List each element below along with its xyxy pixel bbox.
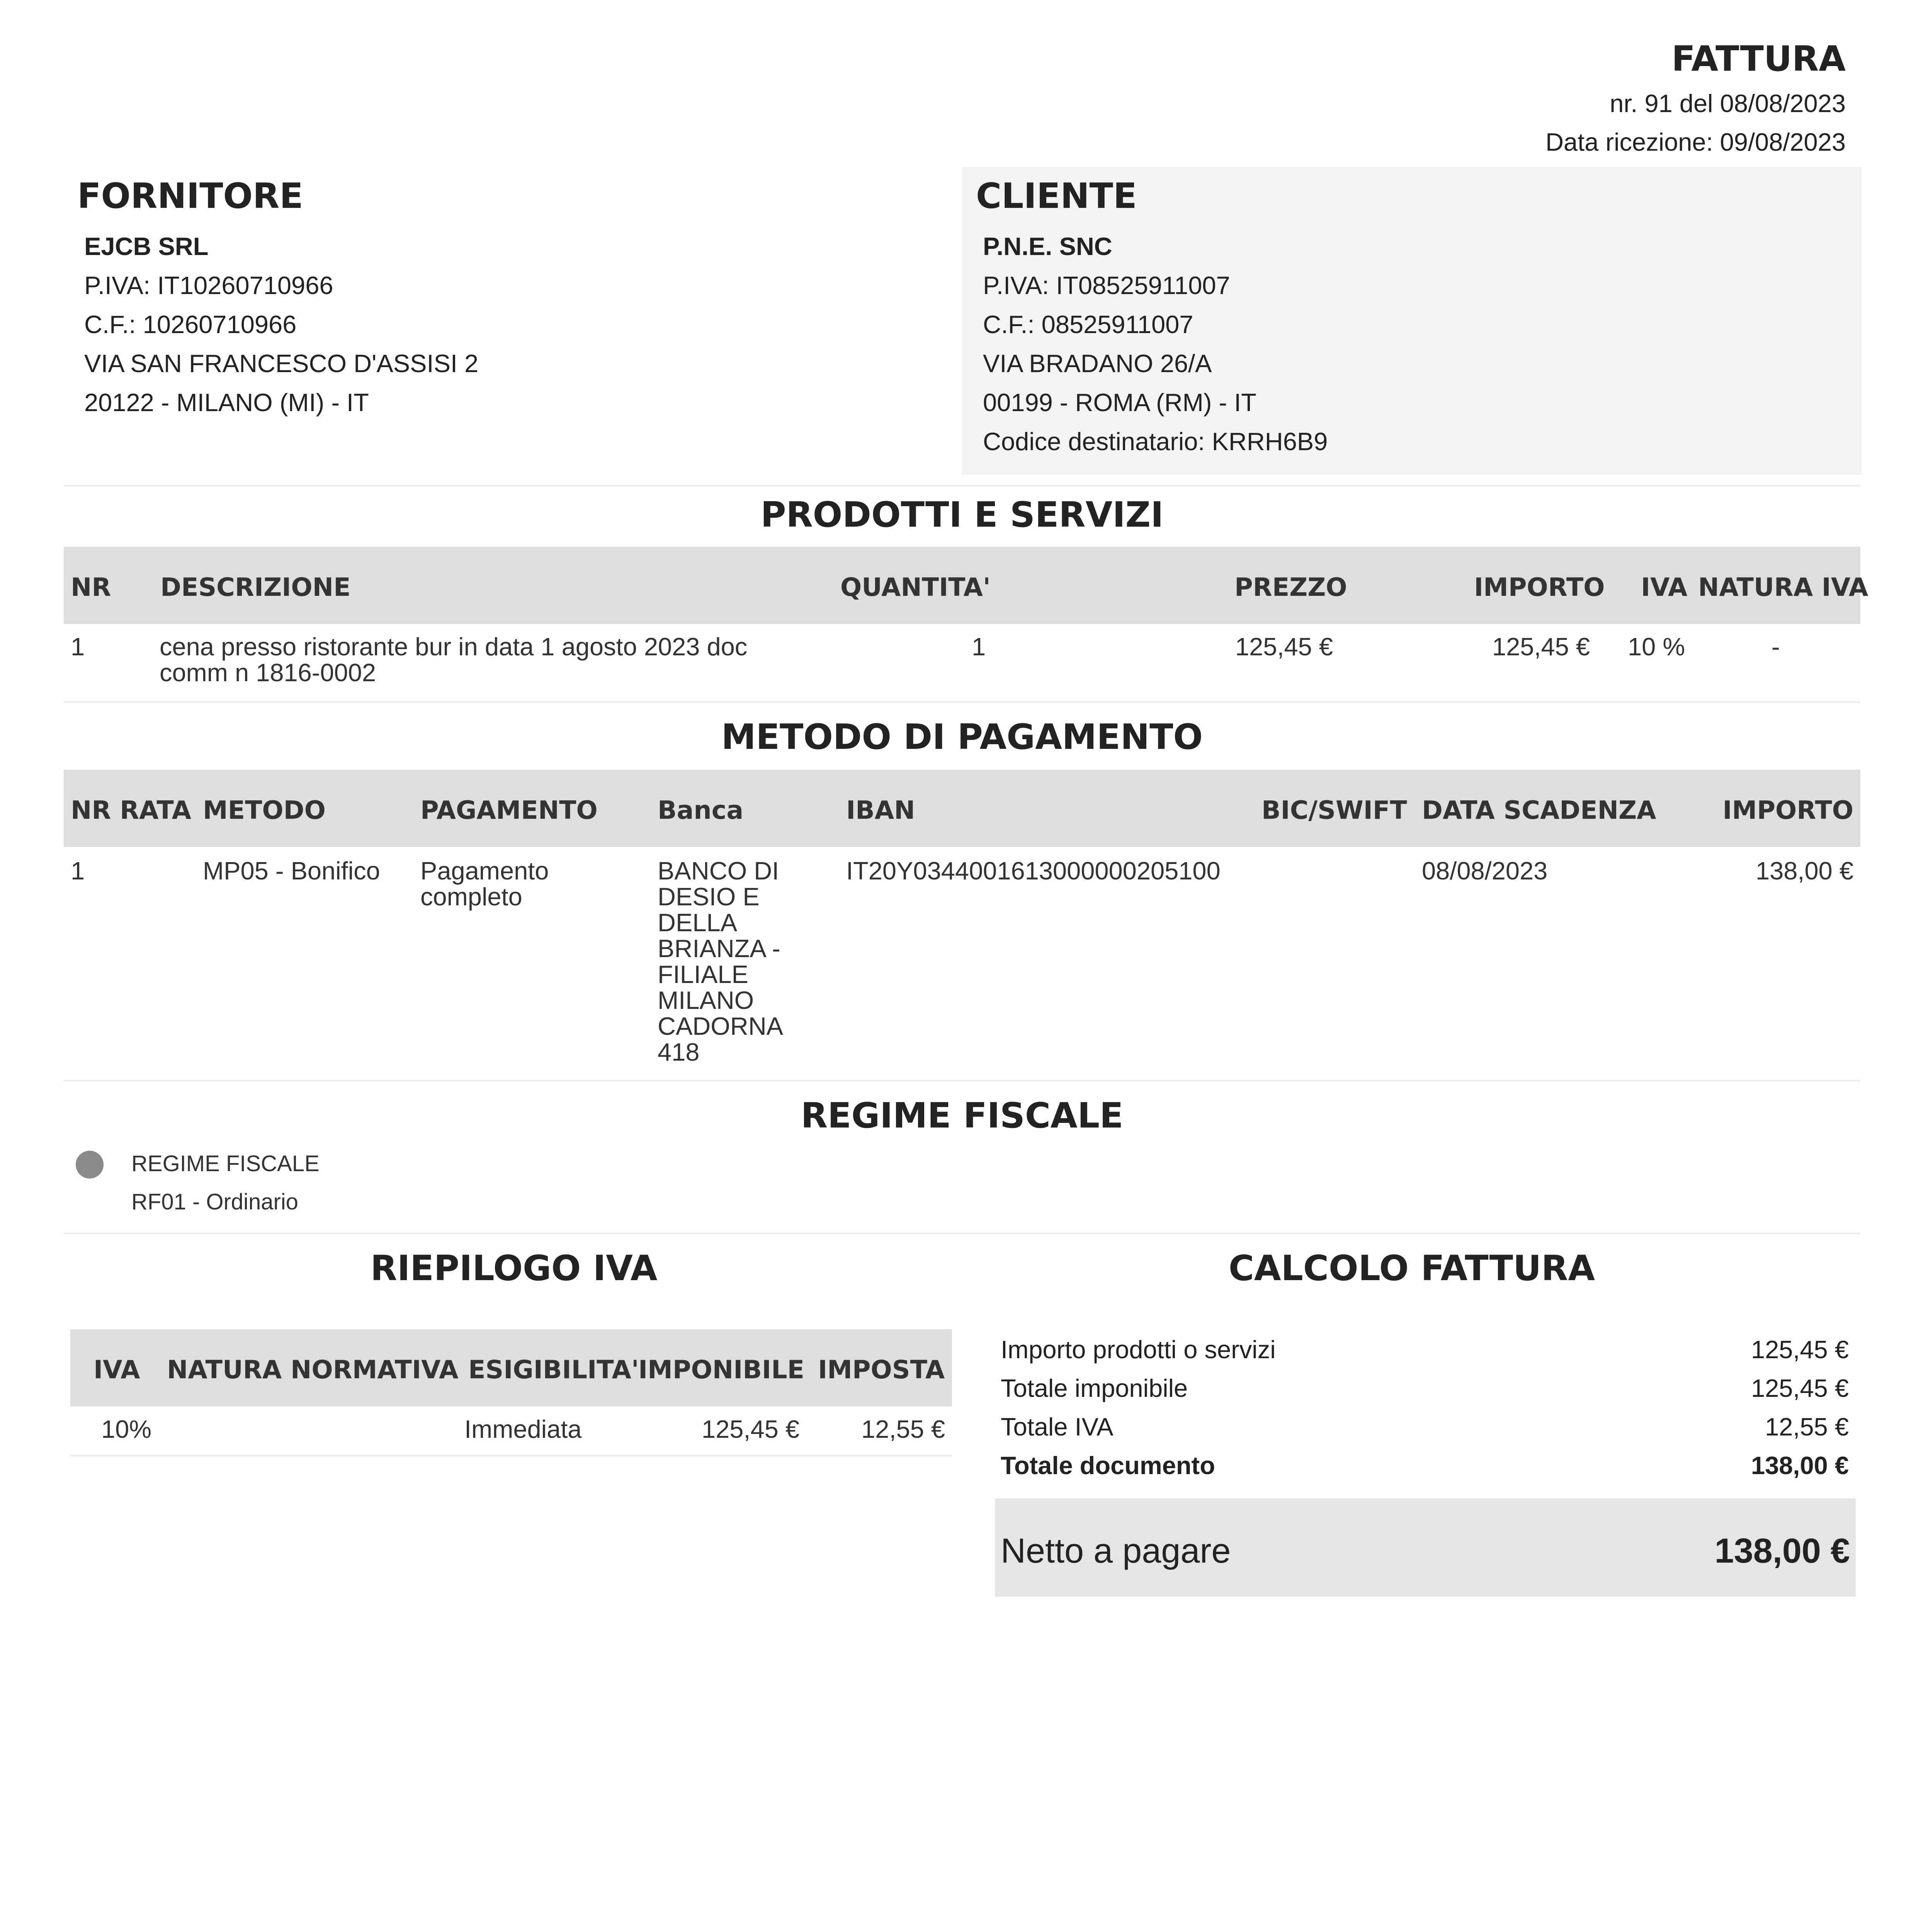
cliente-address: VIA BRADANO 26/A [983, 349, 1212, 378]
cell-iban: IT20Y0344001613000000205100 [846, 857, 1221, 885]
cell-importo: 125,45 € [1492, 633, 1590, 661]
divider [64, 701, 1860, 703]
banca-line: 418 [658, 1038, 700, 1066]
banca-line: CADORNA [658, 1012, 784, 1040]
th-bic-swift: BIC/SWIFT [1261, 796, 1407, 825]
cell-pagamento [420, 858, 549, 910]
riepilogo-title: RIEPILOGO IVA [370, 1248, 658, 1289]
th-importo-rata: IMPORTO [1722, 796, 1853, 825]
prodotti-title: PRODOTTI E SERVIZI [760, 495, 1164, 535]
fornitore-city: 20122 - MILANO (MI) - IT [84, 388, 369, 417]
divider [64, 1233, 1860, 1234]
cliente-city: 00199 - ROMA (RM) - IT [983, 388, 1256, 417]
th-riepilogo-imponibile: IMPONIBILE [638, 1355, 804, 1384]
cell-descrizione [160, 634, 747, 685]
th-riepilogo-normativa: NORMATIVA [291, 1355, 459, 1384]
calc-label: Importo prodotti o servizi [1001, 1335, 1276, 1364]
th-quantita: QUANTITA' [840, 573, 991, 602]
fornitore-title: FORNITORE [77, 176, 303, 216]
cliente-title: CLIENTE [976, 176, 1137, 216]
netto-value: 138,00 € [1714, 1532, 1850, 1570]
th-riepilogo-iva: IVA [94, 1355, 140, 1384]
cell-riepilogo-imponibile: 125,45 € [701, 1415, 799, 1443]
pagamento-table-header [64, 770, 1860, 847]
cell-quantita: 1 [972, 633, 986, 661]
calc-row [1001, 1412, 1849, 1451]
regime-value: RF01 - Ordinario [131, 1189, 298, 1214]
cell-natura-iva: - [1771, 633, 1780, 661]
cell-nr: 1 [71, 633, 85, 661]
riepilogo-table-header [70, 1329, 952, 1406]
cliente-code: Codice destinatario: KRRH6B9 [983, 427, 1328, 456]
th-riepilogo-esigibilita: ESIGIBILITA' [468, 1355, 639, 1384]
cell-nr-rata: 1 [71, 857, 85, 885]
cliente-cf: C.F.: 08525911007 [983, 310, 1193, 338]
calcolo-title: CALCOLO FATTURA [1228, 1248, 1595, 1289]
calc-value: 125,45 € [1751, 1335, 1849, 1364]
netto-label: Netto a pagare [1001, 1532, 1231, 1570]
calc-row [1001, 1374, 1849, 1412]
bullet-icon [76, 1151, 104, 1179]
cell-data-scadenza: 08/08/2023 [1422, 857, 1548, 885]
banca-line: BRIANZA - [658, 934, 780, 963]
cliente-name: P.N.E. SNC [983, 232, 1112, 260]
th-natura-iva: NATURA IVA [1698, 573, 1868, 602]
cell-pagamento-line-2: completo [420, 883, 522, 911]
document-title: FATTURA [1671, 39, 1846, 79]
cell-metodo: MP05 - Bonifico [203, 857, 380, 885]
th-pagamento: PAGAMENTO [420, 796, 598, 825]
cell-riepilogo-iva: 10% [101, 1415, 152, 1443]
calc-value: 125,45 € [1751, 1374, 1849, 1402]
cell-banca [658, 858, 783, 1065]
fornitore-cf: C.F.: 10260710966 [84, 310, 297, 338]
calc-label: Totale IVA [1001, 1413, 1114, 1441]
calc-row-total [1001, 1451, 1849, 1490]
cell-prezzo: 125,45 € [1235, 633, 1333, 661]
fornitore-block [77, 176, 927, 417]
cell-riepilogo-imposta: 12,55 € [861, 1415, 945, 1443]
th-data-scadenza: DATA SCADENZA [1422, 796, 1656, 825]
th-nr-rata: NR RATA [71, 796, 191, 825]
pagamento-title: METODO DI PAGAMENTO [721, 717, 1203, 757]
th-riepilogo-imposta: IMPOSTA [818, 1355, 945, 1384]
cliente-piva: P.IVA: IT08525911007 [983, 271, 1230, 299]
fornitore-name: EJCB SRL [84, 232, 209, 260]
calc-label: Totale documento [1001, 1451, 1215, 1480]
calc-row [1001, 1335, 1849, 1374]
fornitore-piva: P.IVA: IT10260710966 [84, 271, 333, 299]
banca-line: MILANO [658, 986, 754, 1014]
th-iban: IBAN [846, 796, 915, 825]
th-metodo: METODO [203, 796, 326, 825]
regime-label: REGIME FISCALE [131, 1151, 320, 1176]
cell-riepilogo-esigibilita: Immediata [464, 1415, 582, 1443]
banca-line: FILIALE [658, 960, 748, 988]
banca-line: BANCO DI [658, 857, 779, 885]
banca-line: DELLA [658, 908, 737, 937]
cell-iva: 10 % [1628, 633, 1685, 661]
calcolo-lines [1001, 1335, 1849, 1490]
banca-line: DESIO E [658, 883, 760, 911]
divider [64, 485, 1860, 486]
divider [70, 1455, 952, 1456]
netto-a-pagare-box [995, 1498, 1856, 1597]
prodotti-table-header [64, 547, 1868, 624]
table-row [70, 1416, 952, 1451]
calc-value: 138,00 € [1751, 1451, 1849, 1480]
cell-descrizione-line-2: comm n 1816-0002 [160, 658, 376, 687]
th-iva: IVA [1641, 573, 1688, 602]
cliente-block [962, 167, 1862, 474]
th-prezzo: PREZZO [1234, 573, 1347, 602]
calc-value: 12,55 € [1765, 1413, 1849, 1441]
cell-importo-rata: 138,00 € [1755, 857, 1853, 885]
cell-descrizione-line-1: cena presso ristorante bur in data 1 agosto 2023 doc [160, 633, 748, 661]
regime-title: REGIME FISCALE [801, 1095, 1124, 1136]
th-banca: Banca [658, 796, 744, 825]
calc-label: Totale imponibile [1001, 1374, 1188, 1402]
table-row [64, 634, 1860, 699]
document-received-date: Data ricezione: 09/08/2023 [1545, 128, 1846, 156]
table-row [64, 858, 1860, 1066]
document-number: nr. 91 del 08/08/2023 [1610, 89, 1846, 117]
th-riepilogo-natura: NATURA [167, 1355, 282, 1384]
divider [64, 1080, 1860, 1082]
th-nr: NR [71, 573, 111, 602]
th-importo: IMPORTO [1474, 573, 1605, 602]
th-descrizione: DESCRIZIONE [160, 573, 351, 602]
fornitore-address: VIA SAN FRANCESCO D'ASSISI 2 [84, 349, 479, 378]
cell-pagamento-line-1: Pagamento [420, 857, 549, 885]
